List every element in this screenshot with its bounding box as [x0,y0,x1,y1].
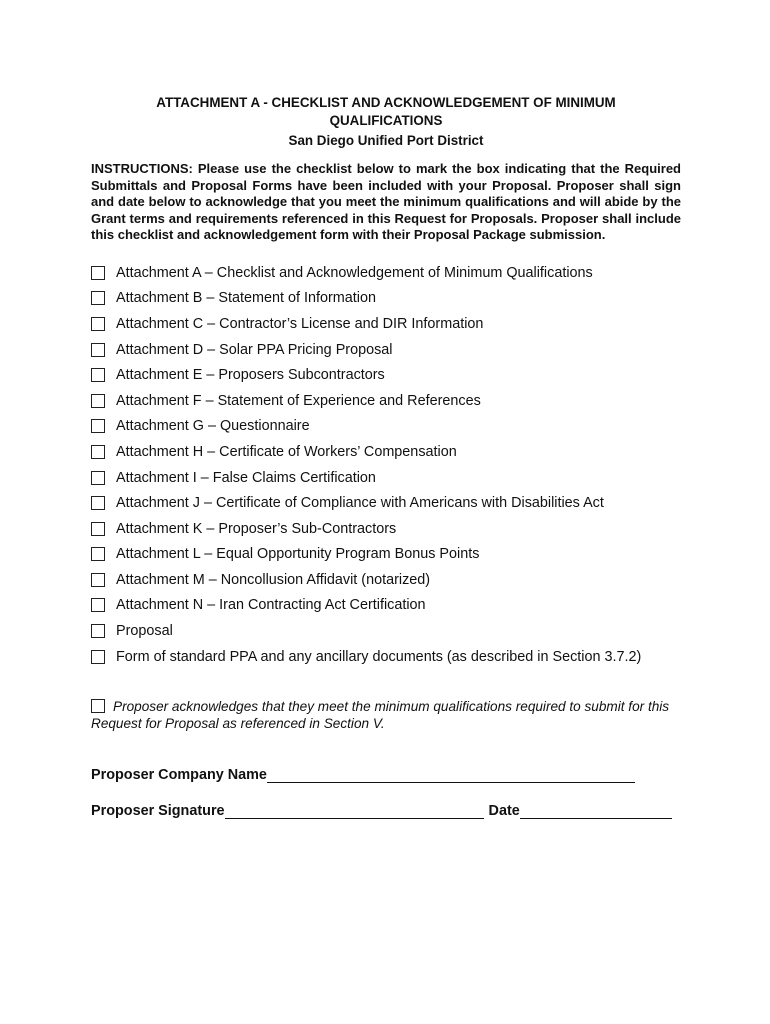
checklist-item-label: Form of standard PPA and any ancillary documents (as described in Section 3.7.2) [116,648,642,665]
checklist-item [91,414,681,440]
checklist-item [91,337,681,363]
checklist-checkbox[interactable] [91,266,105,280]
document-subtitle: San Diego Unified Port District [288,133,484,148]
document-page [91,94,681,819]
document-title-line-1: ATTACHMENT A - CHECKLIST AND ACKNOWLEDGEMENT OF MINIMUM [156,95,616,110]
checklist-item [91,362,681,388]
checklist-checkbox[interactable] [91,496,105,510]
date-field[interactable] [520,803,672,819]
checklist-item [91,439,681,465]
checklist-checkbox[interactable] [91,471,105,485]
checklist-item-label: Attachment N – Iran Contracting Act Certification [116,597,426,614]
checklist-item [91,516,681,542]
checklist-checkbox[interactable] [91,624,105,638]
checklist-checkbox[interactable] [91,291,105,305]
checklist-item-label: Attachment D – Solar PPA Pricing Proposal [116,341,393,358]
date-label: Date [488,803,520,820]
checklist-checkbox[interactable] [91,522,105,536]
checklist-item-label: Attachment A – Checklist and Acknowledgement of Minimum Qualifications [116,264,593,281]
submittal-checklist [91,260,681,670]
checklist-item-label: Attachment M – Noncollusion Affidavit (notarized) [116,571,431,588]
document-title-line-2: QUALIFICATIONS [329,113,443,128]
signature-label: Proposer Signature [91,803,225,820]
checklist-checkbox[interactable] [91,445,105,459]
checklist-checkbox[interactable] [91,598,105,612]
checklist-item-label: Attachment B – Statement of Information [116,290,376,307]
signature-row [91,803,681,819]
checklist-item-label: Attachment K – Proposer’s Sub-Contractors [116,520,397,537]
checklist-item-label: Attachment L – Equal Opportunity Program Bonus Points [116,546,480,563]
acknowledgement-text: Proposer acknowledges that they meet the minimum qualifications required to submit for this Request for Proposal as referenced in Section V. [91,699,670,732]
company-name-label: Proposer Company Name [91,767,267,784]
checklist-item [91,490,681,516]
checklist-item [91,388,681,414]
checklist-checkbox[interactable] [91,394,105,408]
checklist-item-label: Attachment G – Questionnaire [116,418,310,435]
checklist-item [91,593,681,619]
checklist-item [91,542,681,568]
checklist-item [91,644,681,670]
company-name-field[interactable] [267,767,635,783]
checklist-item [91,618,681,644]
checklist-item [91,311,681,337]
checklist-item-label: Attachment H – Certificate of Workers’ Compensation [116,443,457,460]
acknowledgement-checkbox[interactable] [91,699,105,713]
checklist-item-label: Attachment F – Statement of Experience and References [116,392,481,409]
checklist-item-label: Attachment E – Proposers Subcontractors [116,367,385,384]
checklist-item [91,567,681,593]
checklist-checkbox[interactable] [91,343,105,357]
checklist-checkbox[interactable] [91,547,105,561]
checklist-checkbox[interactable] [91,650,105,664]
signature-field[interactable] [225,803,484,819]
checklist-item-label: Proposal [116,623,173,640]
checklist-checkbox[interactable] [91,573,105,587]
checklist-checkbox[interactable] [91,419,105,433]
checklist-item-label: Attachment I – False Claims Certification [116,469,376,486]
checklist-item [91,260,681,286]
checklist-item-label: Attachment J – Certificate of Compliance with Americans with Disabilities Act [116,495,604,512]
checklist-checkbox[interactable] [91,368,105,382]
checklist-item-label: Attachment C – Contractor’s License and DIR Information [116,315,484,332]
checklist-checkbox[interactable] [91,317,105,331]
acknowledgement-statement [91,698,681,732]
checklist-item [91,465,681,491]
checklist-item [91,286,681,312]
company-name-row [91,767,681,783]
instructions-paragraph: INSTRUCTIONS: Please use the checklist below to mark the box indicating that the Required Submittals and Proposal Forms have been included with your Proposal. Proposer shall sign and date below to acknowledge that you meet the minimum qualifications and will abide by the Grant terms and requirements referenced in this Request for Proposals. Proposer shall include this checklist and acknowledgement form with their Proposal Package submission. [91,161,681,243]
